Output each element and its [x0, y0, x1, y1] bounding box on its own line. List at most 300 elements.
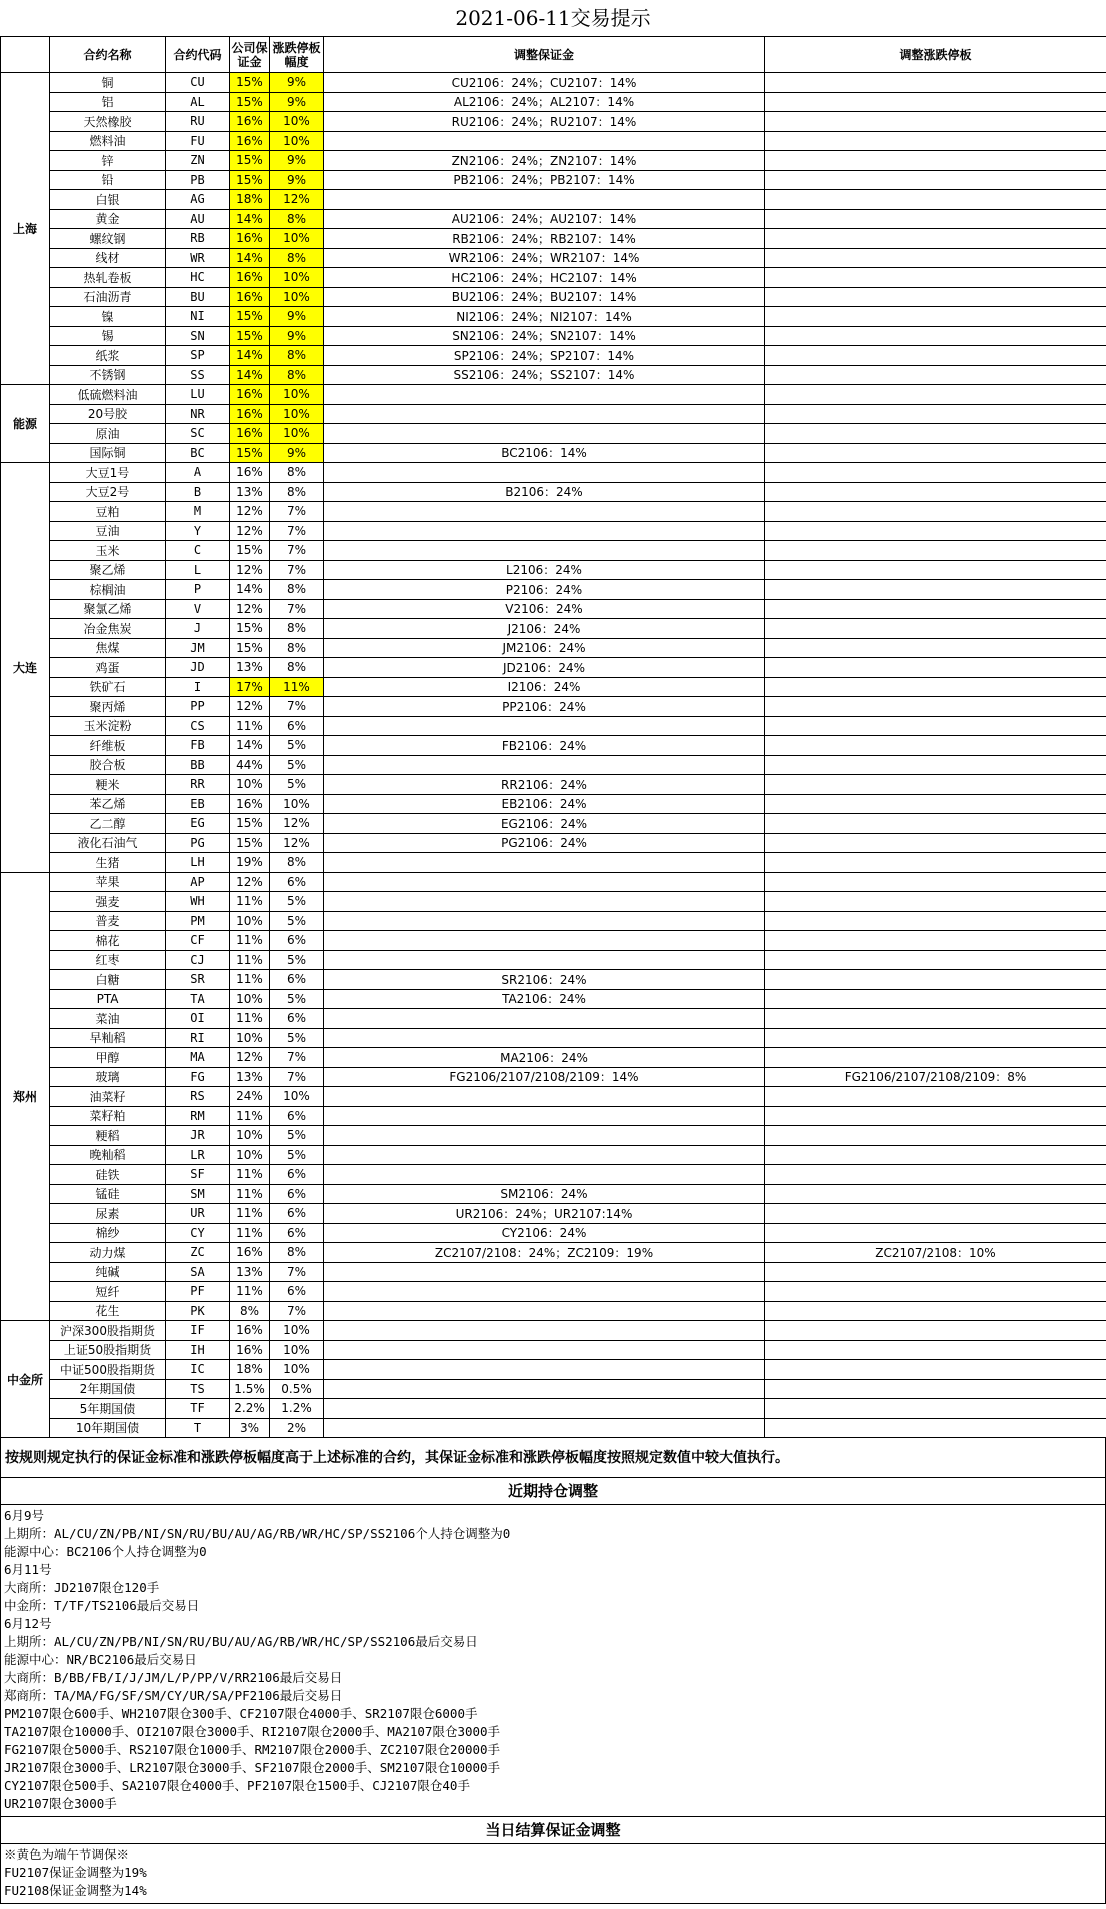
company-margin: 11% — [230, 1223, 270, 1243]
adjusted-margin: PP2106：24% — [324, 697, 765, 717]
table-row — [1, 853, 1106, 873]
position-adjustment-line: 能源中心：BC2106个人持仓调整为0 — [4, 1544, 207, 1559]
table-row — [1, 755, 1106, 775]
contract-code: TS — [166, 1379, 230, 1399]
contract-name: 20号胶 — [50, 404, 166, 424]
adjusted-margin — [324, 1379, 765, 1399]
contract-name: 热轧卷板 — [50, 268, 166, 288]
adjusted-margin — [324, 853, 765, 873]
limit-range: 6% — [270, 970, 324, 990]
contract-code: EG — [166, 814, 230, 834]
company-margin: 15% — [230, 619, 270, 639]
adjusted-margin — [324, 385, 765, 405]
company-margin: 13% — [230, 658, 270, 678]
table-row — [1, 521, 1106, 541]
contract-code: LH — [166, 853, 230, 873]
limit-range: 6% — [270, 931, 324, 951]
contract-name: 中证500股指期货 — [50, 1360, 166, 1380]
company-margin: 3% — [230, 1418, 270, 1438]
contract-code: OI — [166, 1009, 230, 1029]
settlement-margin-line: FU2107保证金调整为19% — [4, 1865, 147, 1880]
contract-name: 动力煤 — [50, 1243, 166, 1263]
settlement-margin-list — [0, 1844, 1106, 1904]
company-margin: 16% — [230, 268, 270, 288]
contract-code: RM — [166, 1106, 230, 1126]
company-margin: 10% — [230, 1145, 270, 1165]
settlement-margin-line: ※黄色为端午节调保※ — [4, 1847, 130, 1862]
contract-name: 上证50股指期货 — [50, 1340, 166, 1360]
company-margin: 10% — [230, 911, 270, 931]
adjusted-limit — [765, 170, 1106, 190]
limit-range: 10% — [270, 385, 324, 405]
adjusted-limit: FG2106/2107/2108/2109：8% — [765, 1067, 1106, 1087]
adjusted-margin: SN2106：24%；SN2107：14% — [324, 326, 765, 346]
adjusted-limit — [765, 1223, 1106, 1243]
table-row — [1, 775, 1106, 795]
adjusted-limit — [765, 755, 1106, 775]
limit-range: 9% — [270, 170, 324, 190]
adjusted-margin — [324, 1145, 765, 1165]
table-row — [1, 151, 1106, 171]
contract-name: 锌 — [50, 151, 166, 171]
company-margin: 13% — [230, 482, 270, 502]
adjusted-margin: EB2106：24% — [324, 794, 765, 814]
limit-range: 7% — [270, 502, 324, 522]
contract-code: AL — [166, 92, 230, 112]
position-adjustment-line: 6月12号 — [4, 1616, 52, 1631]
table-row — [1, 1223, 1106, 1243]
company-margin: 24% — [230, 1087, 270, 1107]
page-title: 2021-06-11交易提示 — [455, 6, 651, 30]
contract-code: IC — [166, 1360, 230, 1380]
adjusted-margin: PG2106：24% — [324, 833, 765, 853]
exchange-label: 大连 — [1, 463, 50, 873]
adjusted-limit — [765, 404, 1106, 424]
contract-name: 强麦 — [50, 892, 166, 912]
contract-code: SM — [166, 1184, 230, 1204]
position-adjustment-line: 郑商所：TA/MA/FG/SF/SM/CY/UR/SA/PF2106最后交易日 — [4, 1688, 343, 1703]
table-row — [1, 229, 1106, 249]
position-adjustment-line: TA2107限仓10000手、OI2107限仓3000手、RI2107限仓2000手、MA2107限仓3000手 — [4, 1724, 501, 1739]
adjusted-limit — [765, 1301, 1106, 1321]
company-margin: 13% — [230, 1067, 270, 1087]
contract-code: AG — [166, 190, 230, 210]
contract-name: 10年期国债 — [50, 1418, 166, 1438]
contract-code: CF — [166, 931, 230, 951]
table-row — [1, 1126, 1106, 1146]
limit-range: 12% — [270, 814, 324, 834]
adjusted-limit — [765, 229, 1106, 249]
company-margin: 15% — [230, 833, 270, 853]
table-row — [1, 365, 1106, 385]
contract-name: 螺纹钢 — [50, 229, 166, 249]
contract-code: ZN — [166, 151, 230, 171]
exchange-label: 郑州 — [1, 872, 50, 1321]
adjusted-limit — [765, 424, 1106, 444]
table-row — [1, 502, 1106, 522]
contract-code: TA — [166, 989, 230, 1009]
contract-name: 鸡蛋 — [50, 658, 166, 678]
company-margin: 11% — [230, 1009, 270, 1029]
adjusted-limit — [765, 287, 1106, 307]
company-margin: 15% — [230, 541, 270, 561]
company-margin: 16% — [230, 131, 270, 151]
adjusted-margin: EG2106：24% — [324, 814, 765, 834]
adjusted-limit — [765, 853, 1106, 873]
contract-name: 粳米 — [50, 775, 166, 795]
table-row — [1, 1087, 1106, 1107]
adjusted-margin — [324, 1262, 765, 1282]
adjusted-margin — [324, 404, 765, 424]
contract-code: PF — [166, 1282, 230, 1302]
company-margin: 44% — [230, 755, 270, 775]
contract-code: PG — [166, 833, 230, 853]
adjusted-margin — [324, 1165, 765, 1185]
contract-code: SA — [166, 1262, 230, 1282]
company-margin: 15% — [230, 443, 270, 463]
company-margin: 18% — [230, 190, 270, 210]
contract-code: RU — [166, 112, 230, 132]
limit-range: 8% — [270, 1243, 324, 1263]
table-row — [1, 1184, 1106, 1204]
adjusted-limit — [765, 1321, 1106, 1341]
company-margin: 19% — [230, 853, 270, 873]
contract-name: 镍 — [50, 307, 166, 327]
table-row — [1, 424, 1106, 444]
adjusted-margin — [324, 892, 765, 912]
company-margin: 16% — [230, 404, 270, 424]
contract-name: 白糖 — [50, 970, 166, 990]
company-margin: 11% — [230, 892, 270, 912]
contract-code: IF — [166, 1321, 230, 1341]
table-row — [1, 1282, 1106, 1302]
limit-range: 9% — [270, 73, 324, 93]
adjusted-margin: CY2106：24% — [324, 1223, 765, 1243]
contract-name: 苹果 — [50, 872, 166, 892]
contract-name: 普麦 — [50, 911, 166, 931]
adjusted-margin — [324, 541, 765, 561]
adjusted-margin: JM2106：24% — [324, 638, 765, 658]
adjusted-margin — [324, 755, 765, 775]
limit-range: 11% — [270, 677, 324, 697]
contract-code: L — [166, 560, 230, 580]
adjusted-margin: AL2106：24%；AL2107：14% — [324, 92, 765, 112]
adjusted-margin — [324, 1106, 765, 1126]
adjusted-margin: CU2106：24%；CU2107：14% — [324, 73, 765, 93]
adjusted-limit — [765, 190, 1106, 210]
contract-name: 燃料油 — [50, 131, 166, 151]
limit-range: 6% — [270, 1106, 324, 1126]
limit-range: 7% — [270, 697, 324, 717]
company-margin: 16% — [230, 1243, 270, 1263]
header-contract-name: 合约名称 — [50, 37, 166, 73]
adjusted-limit — [765, 365, 1106, 385]
contract-code: LU — [166, 385, 230, 405]
contract-code: WH — [166, 892, 230, 912]
limit-range: 8% — [270, 346, 324, 366]
table-row — [1, 1418, 1106, 1438]
adjusted-margin: P2106：24% — [324, 580, 765, 600]
adjusted-margin — [324, 424, 765, 444]
table-row — [1, 1009, 1106, 1029]
company-margin: 10% — [230, 1126, 270, 1146]
contract-name: 豆油 — [50, 521, 166, 541]
adjusted-margin — [324, 1418, 765, 1438]
adjusted-margin — [324, 1126, 765, 1146]
adjusted-margin: BC2106：14% — [324, 443, 765, 463]
limit-range: 10% — [270, 1321, 324, 1341]
table-row — [1, 1048, 1106, 1068]
company-margin: 15% — [230, 326, 270, 346]
adjusted-limit — [765, 658, 1106, 678]
adjusted-limit — [765, 794, 1106, 814]
limit-range: 10% — [270, 112, 324, 132]
contract-code: SP — [166, 346, 230, 366]
company-margin: 11% — [230, 1106, 270, 1126]
limit-range: 9% — [270, 326, 324, 346]
adjusted-limit — [765, 892, 1106, 912]
exchange-label: 中金所 — [1, 1321, 50, 1438]
table-row — [1, 970, 1106, 990]
contract-code: PM — [166, 911, 230, 931]
limit-range: 5% — [270, 911, 324, 931]
limit-range: 6% — [270, 716, 324, 736]
adjusted-limit — [765, 775, 1106, 795]
adjusted-limit — [765, 1145, 1106, 1165]
table-row — [1, 716, 1106, 736]
contract-code: IH — [166, 1340, 230, 1360]
company-margin: 16% — [230, 112, 270, 132]
contract-code: UR — [166, 1204, 230, 1224]
contract-name: 大豆1号 — [50, 463, 166, 483]
adjusted-margin: TA2106：24% — [324, 989, 765, 1009]
adjusted-margin — [324, 1009, 765, 1029]
table-row — [1, 385, 1106, 405]
table-row — [1, 287, 1106, 307]
company-margin: 11% — [230, 970, 270, 990]
contract-code: SR — [166, 970, 230, 990]
position-adjustment-line: CY2107限仓500手、SA2107限仓4000手、PF2107限仓1500手、CJ2107限仓40手 — [4, 1778, 470, 1793]
contract-code: SF — [166, 1165, 230, 1185]
contract-name: 2年期国债 — [50, 1379, 166, 1399]
adjusted-limit — [765, 716, 1106, 736]
adjusted-limit — [765, 151, 1106, 171]
adjusted-limit — [765, 619, 1106, 639]
adjusted-limit — [765, 1379, 1106, 1399]
company-margin: 15% — [230, 92, 270, 112]
limit-range: 5% — [270, 950, 324, 970]
adjusted-limit — [765, 443, 1106, 463]
position-adjustment-line: PM2107限仓600手、WH2107限仓300手、CF2107限仓4000手、SR2107限仓6000手 — [4, 1706, 478, 1721]
contract-name: 焦煤 — [50, 638, 166, 658]
adjusted-margin: MA2106：24% — [324, 1048, 765, 1068]
adjusted-limit — [765, 209, 1106, 229]
contract-name: 棕榈油 — [50, 580, 166, 600]
table-row — [1, 131, 1106, 151]
company-margin: 15% — [230, 307, 270, 327]
table-row — [1, 872, 1106, 892]
settlement-margin-heading: 当日结算保证金调整 — [0, 1817, 1106, 1844]
header-row — [1, 37, 1106, 73]
limit-range: 5% — [270, 1145, 324, 1165]
contract-code: LR — [166, 1145, 230, 1165]
contract-code: CS — [166, 716, 230, 736]
contract-code: CY — [166, 1223, 230, 1243]
contract-code: BC — [166, 443, 230, 463]
table-row — [1, 73, 1106, 93]
adjusted-margin: RU2106：24%；RU2107：14% — [324, 112, 765, 132]
contract-code: EB — [166, 794, 230, 814]
limit-range: 8% — [270, 658, 324, 678]
adjusted-limit — [765, 131, 1106, 151]
adjusted-margin: AU2106：24%；AU2107：14% — [324, 209, 765, 229]
adjusted-limit — [765, 1360, 1106, 1380]
limit-range: 12% — [270, 833, 324, 853]
limit-range: 8% — [270, 580, 324, 600]
table-row — [1, 541, 1106, 561]
margin-table — [0, 36, 1106, 1438]
adjusted-limit — [765, 1340, 1106, 1360]
contract-code: PK — [166, 1301, 230, 1321]
contract-name: 聚丙烯 — [50, 697, 166, 717]
limit-range: 10% — [270, 131, 324, 151]
limit-range: 10% — [270, 1087, 324, 1107]
contract-name: 胶合板 — [50, 755, 166, 775]
contract-code: SC — [166, 424, 230, 444]
adjusted-limit — [765, 677, 1106, 697]
adjusted-limit — [765, 911, 1106, 931]
table-row — [1, 268, 1106, 288]
adjusted-limit — [765, 463, 1106, 483]
contract-code: TF — [166, 1399, 230, 1419]
table-row — [1, 814, 1106, 834]
contract-name: 不锈钢 — [50, 365, 166, 385]
contract-code: P — [166, 580, 230, 600]
limit-range: 8% — [270, 638, 324, 658]
position-adjustment-line: 能源中心：NR/BC2106最后交易日 — [4, 1652, 197, 1667]
contract-code: I — [166, 677, 230, 697]
company-margin: 11% — [230, 950, 270, 970]
company-margin: 16% — [230, 1321, 270, 1341]
contract-code: JD — [166, 658, 230, 678]
header-limit-range: 涨跌停板幅度 — [270, 37, 324, 73]
table-row — [1, 482, 1106, 502]
exchange-label: 上海 — [1, 73, 50, 385]
adjusted-limit — [765, 326, 1106, 346]
adjusted-margin: PB2106：24%；PB2107：14% — [324, 170, 765, 190]
contract-name: 玉米 — [50, 541, 166, 561]
table-row — [1, 170, 1106, 190]
contract-code: WR — [166, 248, 230, 268]
contract-code: SN — [166, 326, 230, 346]
table-row — [1, 911, 1106, 931]
contract-name: 纸浆 — [50, 346, 166, 366]
adjusted-margin: ZN2106：24%；ZN2107：14% — [324, 151, 765, 171]
table-row — [1, 892, 1106, 912]
contract-code: Y — [166, 521, 230, 541]
contract-code: B — [166, 482, 230, 502]
contract-code: JM — [166, 638, 230, 658]
contract-name: 线材 — [50, 248, 166, 268]
company-margin: 15% — [230, 151, 270, 171]
company-margin: 12% — [230, 521, 270, 541]
table-row — [1, 619, 1106, 639]
contract-code: AU — [166, 209, 230, 229]
adjusted-margin — [324, 1340, 765, 1360]
table-row — [1, 1028, 1106, 1048]
adjusted-limit — [765, 541, 1106, 561]
adjusted-limit — [765, 73, 1106, 93]
contract-name: 铁矿石 — [50, 677, 166, 697]
table-row — [1, 638, 1106, 658]
adjusted-margin: FB2106：24% — [324, 736, 765, 756]
contract-name: 尿素 — [50, 1204, 166, 1224]
table-row — [1, 307, 1106, 327]
table-row — [1, 1262, 1106, 1282]
exchange-label: 能源 — [1, 385, 50, 463]
table-row — [1, 1067, 1106, 1087]
contract-name: 油菜籽 — [50, 1087, 166, 1107]
contract-name: 天然橡胶 — [50, 112, 166, 132]
contract-name: 低硫燃料油 — [50, 385, 166, 405]
header-adjusted-limit: 调整涨跌停板 — [765, 37, 1106, 73]
adjusted-limit — [765, 1204, 1106, 1224]
adjusted-margin — [324, 872, 765, 892]
limit-range: 7% — [270, 1048, 324, 1068]
contract-name: 白银 — [50, 190, 166, 210]
company-margin: 14% — [230, 248, 270, 268]
position-adjustment-line: 上期所：AL/CU/ZN/PB/NI/SN/RU/BU/AU/AG/RB/WR/HC/SP/SS2106个人持仓调整为0 — [4, 1526, 511, 1541]
adjusted-limit — [765, 1087, 1106, 1107]
limit-range: 5% — [270, 1126, 324, 1146]
contract-code: CU — [166, 73, 230, 93]
position-adjustment-line: 6月9号 — [4, 1508, 45, 1523]
adjusted-margin: L2106：24% — [324, 560, 765, 580]
adjusted-limit — [765, 580, 1106, 600]
limit-range: 7% — [270, 521, 324, 541]
contract-name: 菜籽粕 — [50, 1106, 166, 1126]
adjusted-margin: RB2106：24%；RB2107：14% — [324, 229, 765, 249]
table-row — [1, 1360, 1106, 1380]
adjusted-margin — [324, 521, 765, 541]
company-margin: 11% — [230, 931, 270, 951]
limit-range: 7% — [270, 560, 324, 580]
company-margin: 11% — [230, 1204, 270, 1224]
adjusted-limit — [765, 931, 1106, 951]
adjusted-margin — [324, 716, 765, 736]
limit-range: 7% — [270, 599, 324, 619]
adjusted-limit — [765, 482, 1106, 502]
adjusted-limit — [765, 970, 1106, 990]
contract-name: 纤维板 — [50, 736, 166, 756]
contract-name: 聚乙烯 — [50, 560, 166, 580]
adjusted-limit — [765, 1126, 1106, 1146]
contract-code: A — [166, 463, 230, 483]
table-row — [1, 1243, 1106, 1263]
adjusted-limit — [765, 736, 1106, 756]
company-margin: 2.2% — [230, 1399, 270, 1419]
settlement-margin-line: FU2108保证金调整为14% — [4, 1883, 147, 1898]
adjusted-limit — [765, 950, 1106, 970]
company-margin: 16% — [230, 1340, 270, 1360]
company-margin: 16% — [230, 229, 270, 249]
adjusted-margin: NI2106：24%；NI2107：14% — [324, 307, 765, 327]
adjusted-margin: JD2106：24% — [324, 658, 765, 678]
company-margin: 8% — [230, 1301, 270, 1321]
adjusted-limit — [765, 385, 1106, 405]
contract-name: 乙二醇 — [50, 814, 166, 834]
contract-name: 铅 — [50, 170, 166, 190]
